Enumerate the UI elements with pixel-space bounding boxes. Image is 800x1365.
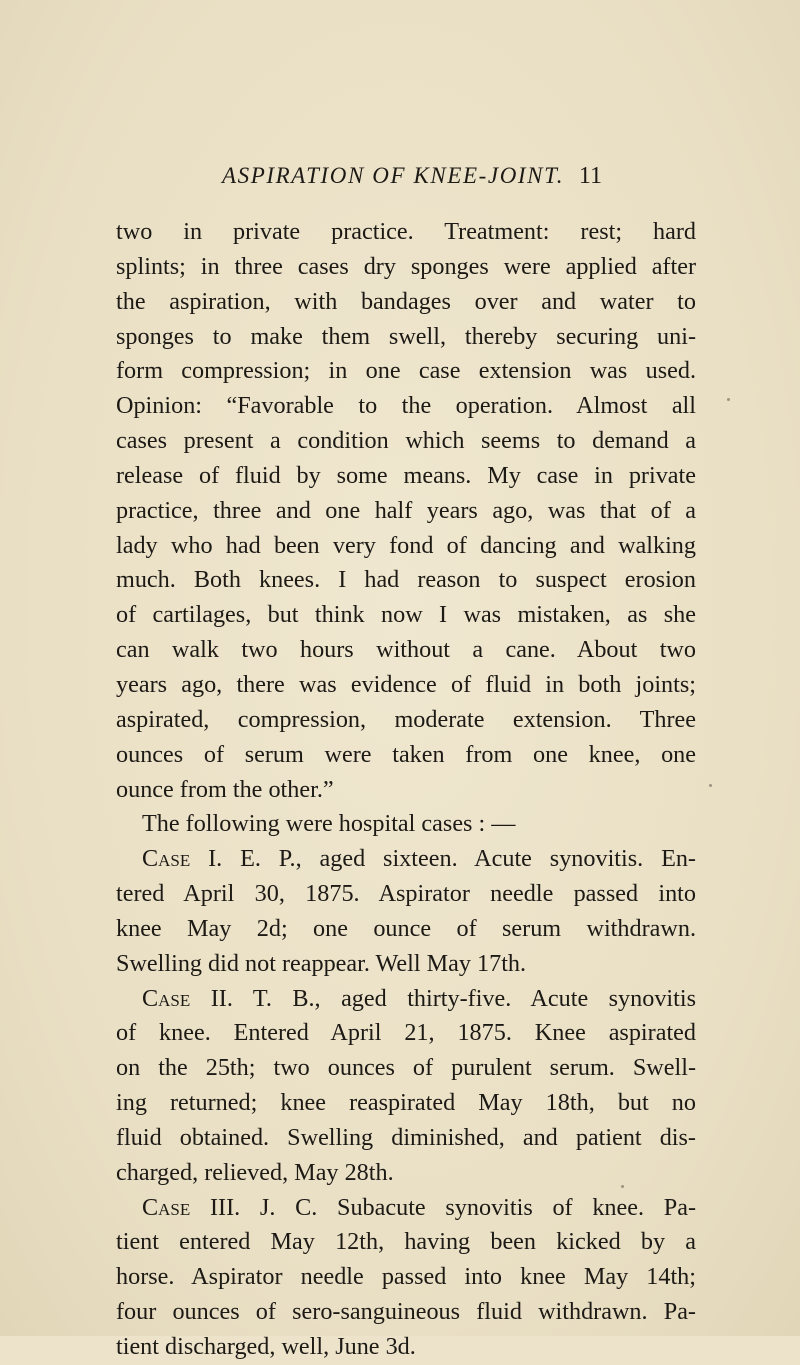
page-number: 11 [578,163,602,189]
text-line: two in private practice. Treatment: rest; hard [116,218,696,245]
paper-speck [727,398,730,401]
text-line: knee May 2d; one ounce of serum withdrawn. [116,914,696,942]
text-line: of knee. Entered April 21, 1875. Knee aspirated [116,1019,696,1047]
paragraph [116,842,696,981]
text-line: splints; in three cases dry sponges were applied after [116,252,696,280]
text-line: ounces of serum were taken from one knee, one [116,740,696,768]
paragraph [116,215,696,807]
paragraph [116,982,696,1191]
text-line: Case III. J. C. Subacute synovitis of knee. Pa- [142,1193,696,1221]
text-line: cases present a condition which seems to demand a [116,427,696,455]
text-line: can walk two hours without a cane. About two [116,636,696,664]
page-header [222,163,602,203]
text-line: on the 25th; two ounces of purulent serum. Swell- [116,1054,696,1082]
text-line: much. Both knees. I had reason to suspect erosion [116,566,696,594]
text-line: aspirated, compression, moderate extension. Three [116,705,696,733]
text-line: Swelling did not reappear. Well May 17th. [116,949,527,977]
text-line: Case II. T. B., aged thirty-five. Acute synovitis [142,984,696,1012]
running-head: ASPIRATION OF KNEE-JOINT. [222,163,565,188]
text-line: years ago, there was evidence of fluid in both joints; [116,670,696,698]
text-line: lady who had been very fond of dancing and walking [116,531,696,559]
text-line: tered April 30, 1875. Aspirator needle passed into [116,880,696,908]
text-line: fluid obtained. Swelling diminished, and patient dis- [116,1123,696,1151]
text-line: the aspiration, with bandages over and water to [116,287,696,315]
text-line: four ounces of sero-sanguineous fluid withdrawn. Pa- [116,1298,696,1326]
paragraph [116,807,696,842]
paper-speck [621,1185,624,1188]
text-line: form compression; in one case extension was used. [116,357,696,385]
text-line: sponges to make them swell, thereby securing uni- [116,322,696,350]
text-line: release of fluid by some means. My case in private [116,461,696,489]
paragraph [116,1191,696,1365]
text-line: The following were hospital cases : — [142,810,516,838]
paper-speck [709,784,712,787]
text-line: practice, three and one half years ago, was that of a [116,496,696,524]
text-line: horse. Aspirator needle passed into knee May 14th; [116,1263,696,1291]
text-line: tient entered May 12th, having been kicked by a [116,1228,696,1256]
text-line: ounce from the other.” [116,775,334,803]
text-line: of cartilages, but think now I was mistaken, as she [116,601,696,629]
body-text [116,215,696,1365]
text-line: Opinion: “Favorable to the operation. Almost all [116,392,696,420]
text-line: charged, relieved, May 28th. [116,1158,394,1186]
text-line: ing returned; knee reaspirated May 18th, but no [116,1089,696,1117]
text-line: tient discharged, well, June 3d. [116,1333,416,1360]
text-line: Case I. E. P., aged sixteen. Acute synovitis. En- [142,845,696,873]
